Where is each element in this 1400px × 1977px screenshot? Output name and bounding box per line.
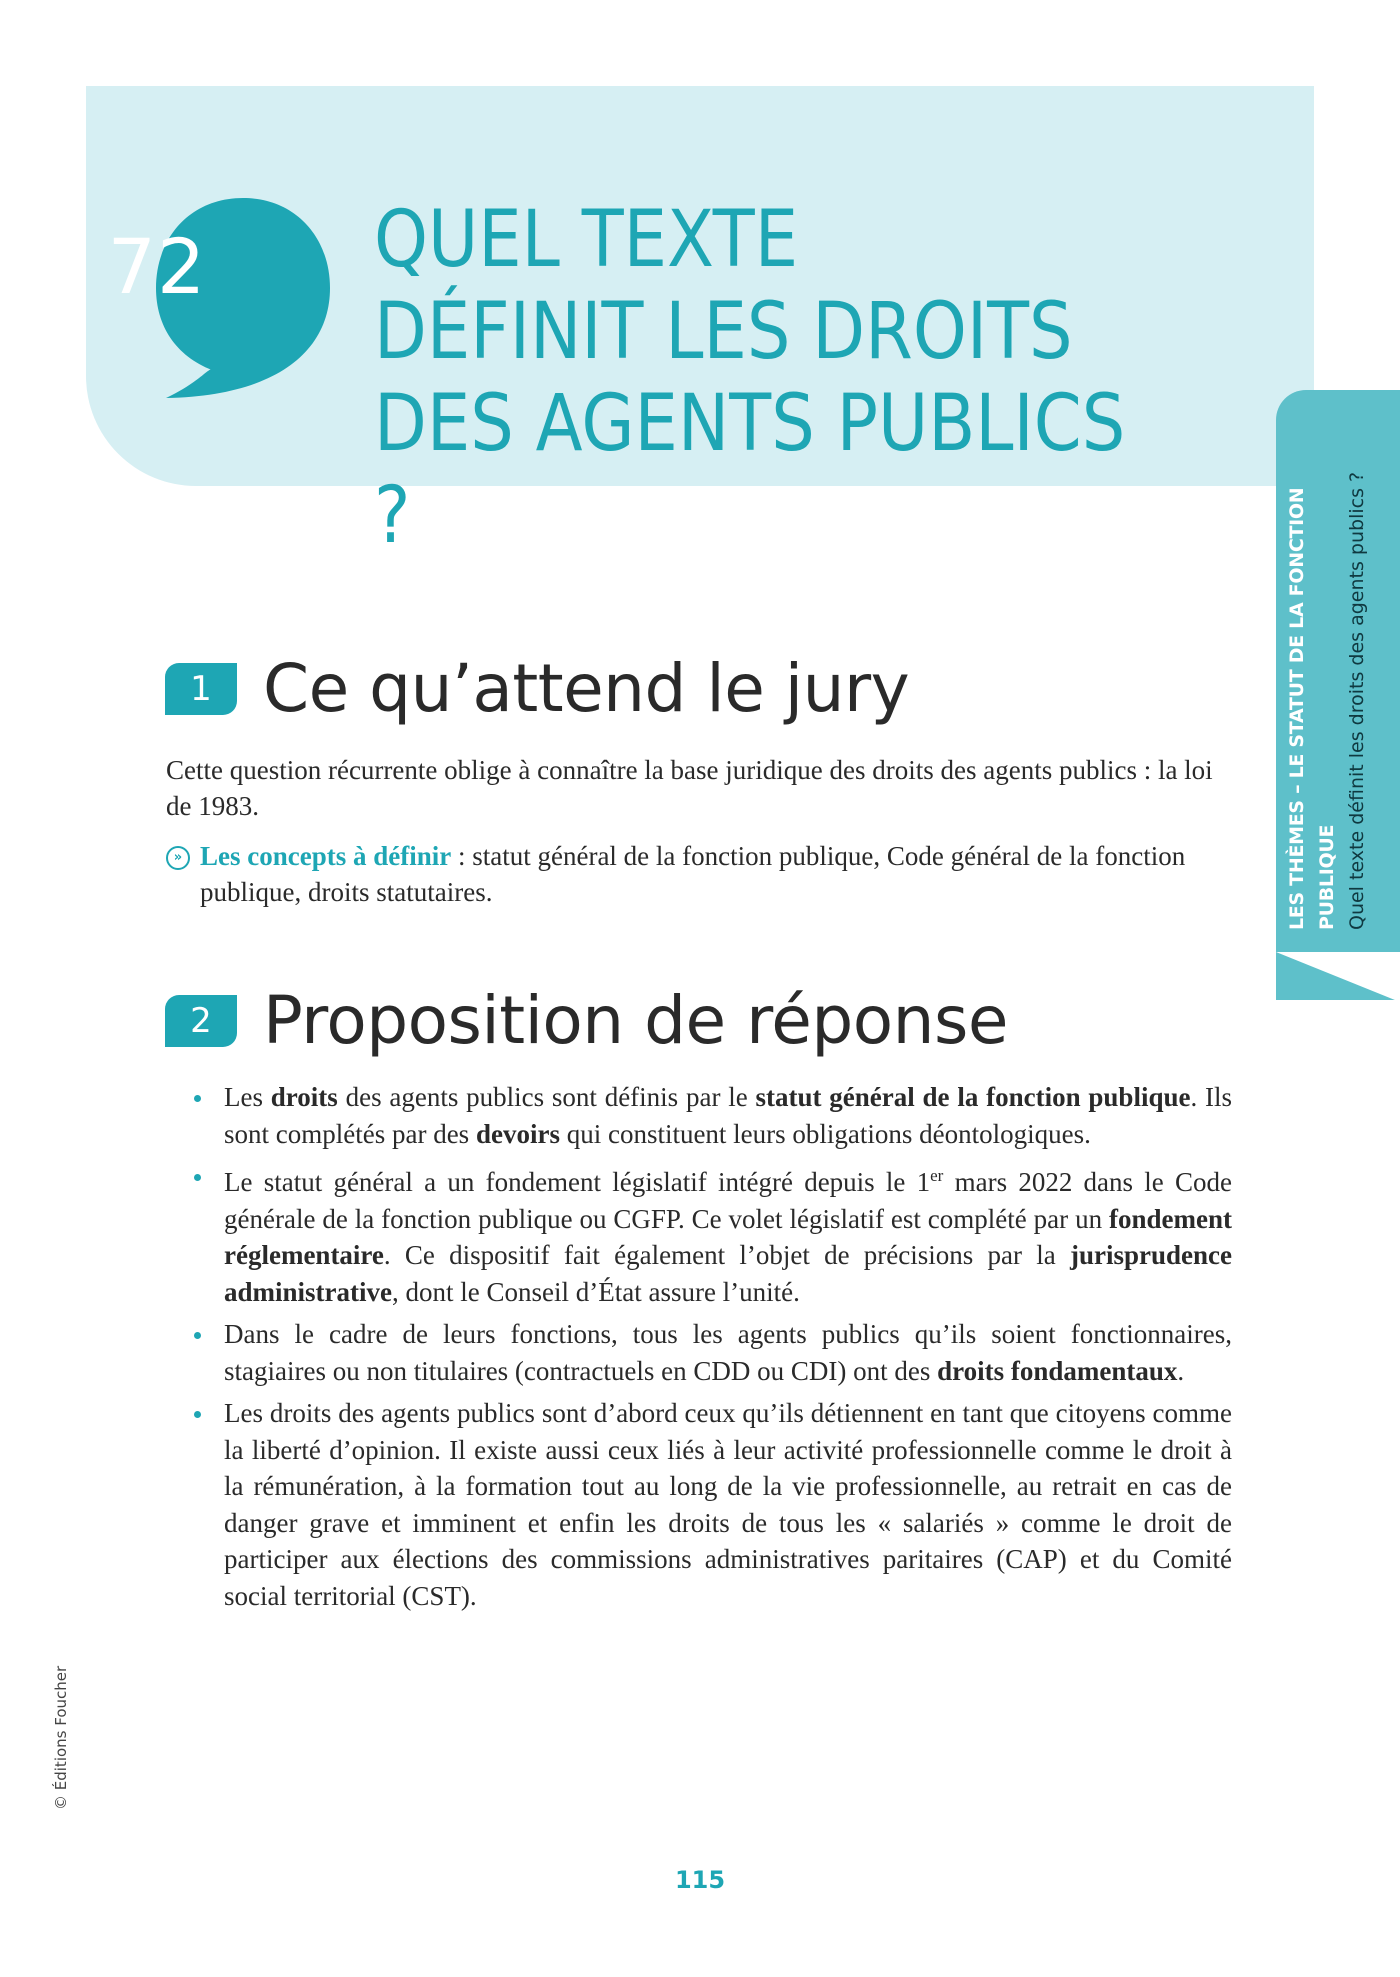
text: mars 2022 dans le Code générale de la fonction publique ou CGFP. Ce volet législatif est complété par un [224, 1167, 1232, 1234]
section-1-intro: Cette question récurrente oblige à connaître la base juridique des droits des agents publics : la loi de 1983. [166, 755, 1213, 821]
list-item [190, 1158, 1232, 1310]
title-line: DES AGENTS PUBLICS ? [374, 379, 1126, 562]
bold-text: jurisprudence administrative [224, 1240, 1232, 1307]
bold-text: droits fondamentaux [937, 1355, 1178, 1386]
text: qui constituent leurs obligations déontologiques. [559, 1118, 1091, 1149]
chapter-number: 72 [107, 222, 207, 311]
text: Les [224, 1082, 271, 1112]
section-2-heading [165, 982, 1008, 1059]
section-2-title: Proposition de réponse [263, 982, 1008, 1059]
concepts-item [166, 838, 1232, 910]
superscript: er [930, 1166, 944, 1185]
title-line: DÉFINIT LES DROITS [374, 287, 1073, 378]
section-1-heading [165, 650, 909, 727]
section-1-badge: 1 [165, 663, 237, 715]
list-item [190, 1316, 1232, 1389]
bold-text: devoirs [475, 1118, 560, 1149]
concepts-text: : statut général de la fonction publique, Code général de la fonction publique, droits statutaires. [200, 841, 1186, 907]
text: , dont le Conseil d’État assure l’unité. [392, 1276, 800, 1307]
text: des agents publics sont définis par le [337, 1082, 756, 1112]
text: . Ils sont complétés par des [224, 1082, 1233, 1149]
page-title [374, 194, 1166, 562]
list-item [190, 1079, 1232, 1152]
page-number: 115 [674, 1866, 726, 1894]
copyright-note: © Éditions Foucher [52, 1665, 70, 1810]
double-chevron-icon: » [166, 846, 190, 870]
side-tab-question: Quel texte définit les droits des agents publics ? [1346, 471, 1368, 930]
bold-text: fondement réglementaire [224, 1203, 1232, 1270]
section-2-badge: 2 [165, 995, 237, 1047]
side-tab-theme: LES THÈMES – LE STATUT DE LA FONCTION PUBLIQUE [1286, 487, 1338, 930]
text: Dans le cadre de leurs fonctions, tous les agents publics qu’ils soient fonctionnaires, stagiaires ou non titulaires (contractuels en CDD ou CDI) ont des [224, 1319, 1232, 1386]
text: Le statut général a un fondement législatif intégré depuis le 1 [224, 1167, 931, 1197]
title-line: QUEL TEXTE [374, 195, 799, 286]
section-1-title: Ce qu’attend le jury [263, 650, 910, 727]
text: . Ce dispositif fait également l’objet de précisions par la [383, 1240, 1070, 1270]
answer-list [190, 1079, 1232, 1620]
concepts-label: Les concepts à définir [200, 841, 452, 871]
side-tab-text [1282, 410, 1372, 930]
bold-text: statut général de la fonction publique [755, 1082, 1191, 1112]
list-item: Les droits des agents publics sont d’abord ceux qu’ils détiennent en tant que citoyens comme la liberté d’opinion. Il existe aussi ceux liés à leur activité professionnelle comme le droit à la rémunération, à la formation tout au long de la vie professionnelle, au retrait en cas de danger grave et imminent et enfin les droits de tous les « salariés » comme le droit de participer aux élections des commissions administratives paritaires (CAP) et du Comité social territorial (CST). [190, 1395, 1232, 1614]
text: . [1177, 1355, 1185, 1386]
bold-text: droits [270, 1082, 338, 1112]
tab-corner-shape [1276, 952, 1400, 1002]
